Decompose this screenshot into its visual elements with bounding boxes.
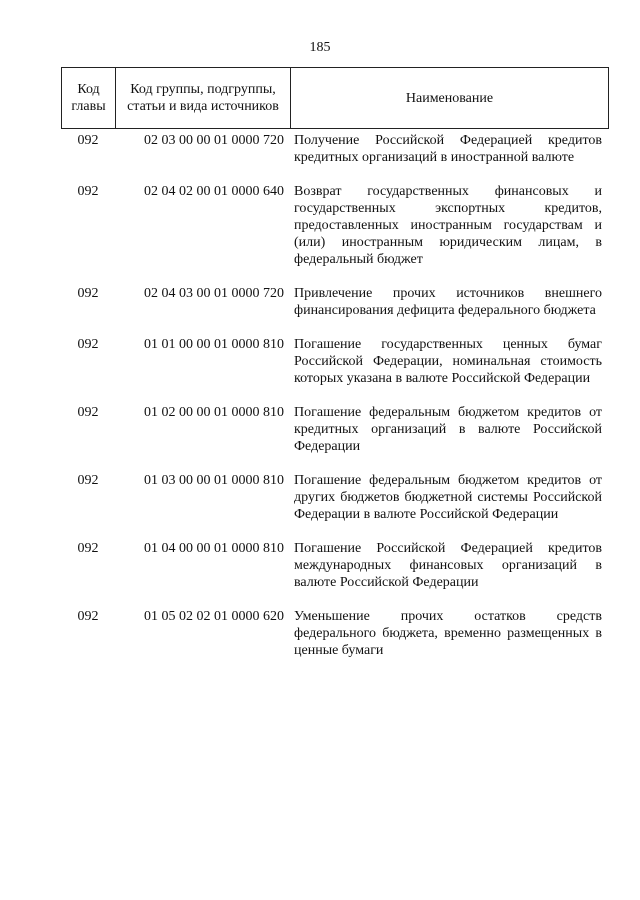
header-code-column: Код главы: [62, 68, 116, 128]
table-row: [61, 540, 609, 591]
row-name: Получение Российской Федерацией кредитов кредитных организаций в иностранной валюте: [294, 133, 602, 165]
table-row: [61, 132, 609, 166]
row-group-code: 02 04 03 00 01 0000 720: [144, 286, 284, 301]
row-name: Погашение федеральным бюджетом кредитов от кредитных организаций в валюте Российской Федерации: [294, 405, 602, 454]
table-row: [61, 472, 609, 523]
row-group-code: 02 03 00 00 01 0000 720: [144, 133, 284, 148]
page-number: 185: [309, 40, 331, 55]
table-row: [61, 404, 609, 455]
row-name: Уменьшение прочих остатков средств федерального бюджета, временно размещенных в ценные бумаги: [294, 609, 602, 658]
header-group-column: Код группы, подгруппы, статьи и вида источников: [116, 68, 291, 128]
row-code: 092: [77, 405, 99, 420]
row-group-code: 01 05 02 02 01 0000 620: [144, 609, 284, 624]
row-code: 092: [77, 286, 99, 301]
row-group-code: 01 02 00 00 01 0000 810: [144, 405, 284, 420]
row-name: Погашение Российской Федерацией кредитов международных финансовых организаций в валюте Российской Федерации: [294, 541, 602, 590]
row-name: Погашение государственных ценных бумаг Российской Федерации, номинальная стоимость которых указана в валюте Российской Федерации: [294, 337, 602, 386]
row-group-code: 02 04 02 00 01 0000 640: [144, 184, 284, 199]
row-code: 092: [77, 133, 99, 148]
row-group-code: 01 04 00 00 01 0000 810: [144, 541, 284, 556]
row-code: 092: [77, 337, 99, 352]
table-body: [61, 132, 609, 676]
table-row: [61, 608, 609, 659]
table-row: [61, 285, 609, 319]
row-code: 092: [77, 609, 99, 624]
row-name: Привлечение прочих источников внешнего финансирования дефицита федерального бюджета: [294, 286, 602, 318]
row-name: Возврат государственных финансовых и государственных экспортных кредитов, предоставленных иностранным государствам и (или) иностранным юридическим лицам, в федеральный бюджет: [294, 184, 602, 267]
row-name: Погашение федеральным бюджетом кредитов от других бюджетов бюджетной системы Российской Федерации в валюте Российской Федерации: [294, 473, 602, 522]
row-code: 092: [77, 184, 99, 199]
table-row: [61, 183, 609, 268]
table-row: [61, 336, 609, 387]
row-group-code: 01 01 00 00 01 0000 810: [144, 337, 284, 352]
row-group-code: 01 03 00 00 01 0000 810: [144, 473, 284, 488]
row-code: 092: [77, 541, 99, 556]
header-name-column: Наименование: [405, 90, 494, 106]
table-header: [61, 67, 609, 129]
row-code: 092: [77, 473, 99, 488]
